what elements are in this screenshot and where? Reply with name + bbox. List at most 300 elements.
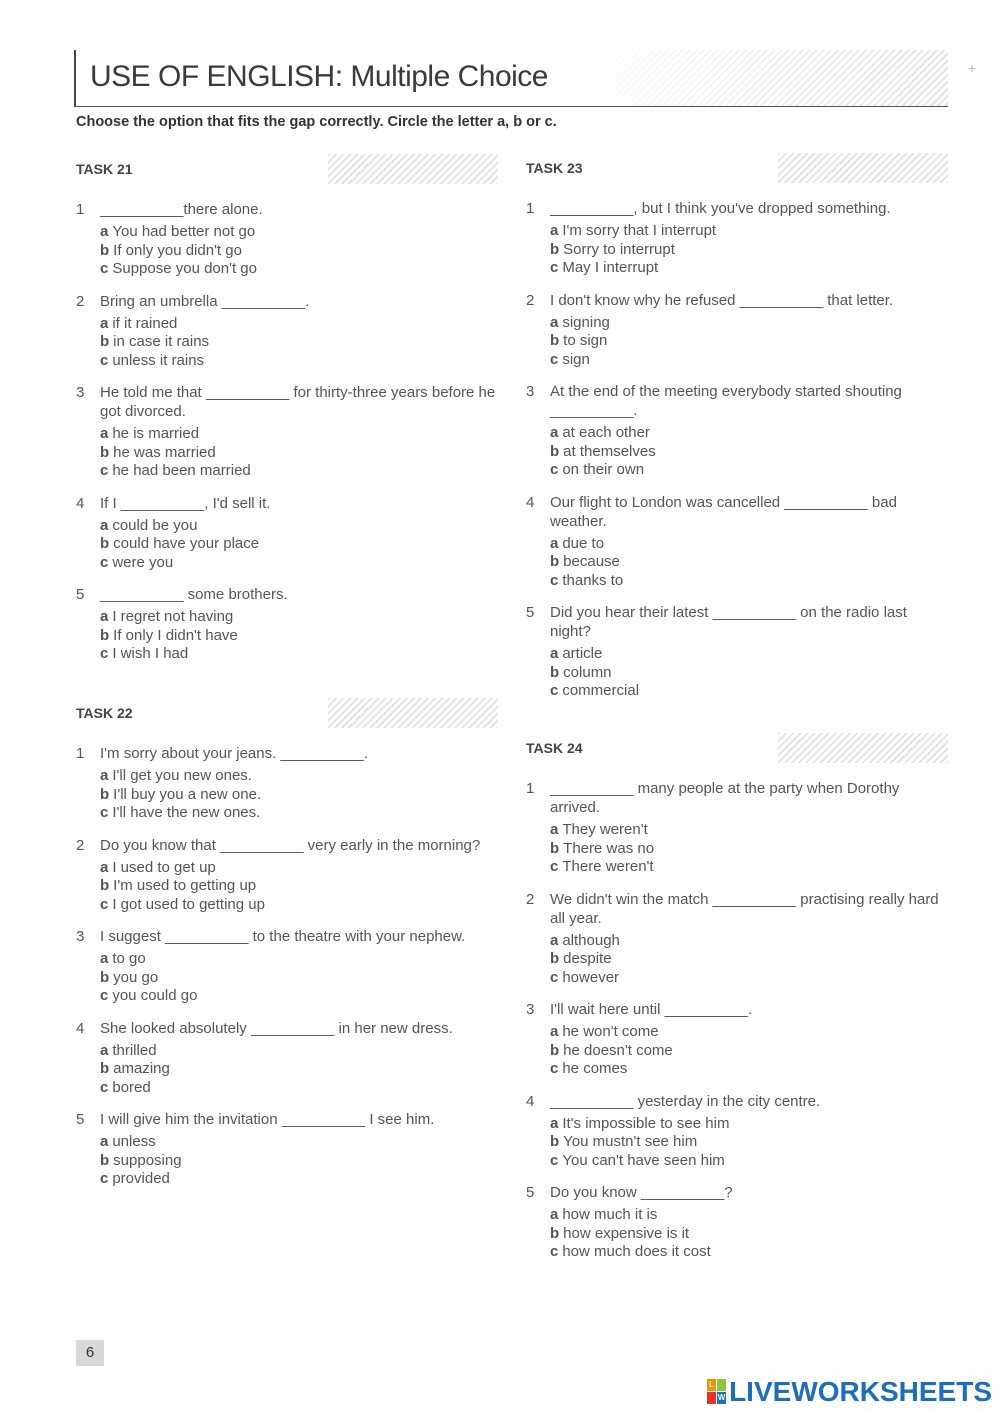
question-item xyxy=(76,200,498,279)
option-letter[interactable]: c xyxy=(100,1078,109,1096)
option-text: It's impossible to see him xyxy=(562,1114,730,1132)
page-number: 6 xyxy=(76,1340,104,1366)
option-text: commercial xyxy=(562,682,640,699)
question-number: 4 xyxy=(76,1019,85,1037)
option-text: You had better not go xyxy=(112,223,256,240)
task-hatch-pattern xyxy=(328,698,498,728)
answer-options xyxy=(550,1115,948,1171)
task-header xyxy=(526,733,948,763)
question-item xyxy=(526,603,948,701)
answer-option[interactable] xyxy=(100,352,498,371)
question-line xyxy=(526,890,948,928)
question-item xyxy=(526,1000,948,1079)
option-text: I used to get up xyxy=(112,858,216,876)
option-text: at each other xyxy=(562,424,650,441)
question-item xyxy=(526,493,948,591)
task-24 xyxy=(526,733,948,1275)
option-letter[interactable]: b xyxy=(100,877,110,894)
page-title: USE OF ENGLISH: Multiple Choice xyxy=(90,60,548,93)
option-letter[interactable]: c xyxy=(550,858,559,875)
option-text: supposing xyxy=(113,1151,182,1169)
question-line xyxy=(76,1110,498,1129)
option-text: to sign xyxy=(563,332,608,349)
question-line xyxy=(526,199,948,218)
option-letter[interactable]: c xyxy=(100,462,109,479)
answer-option[interactable] xyxy=(550,443,948,462)
question-item xyxy=(76,927,498,1006)
question-item xyxy=(76,744,498,823)
question-line xyxy=(76,292,498,311)
option-letter[interactable]: a xyxy=(550,931,559,949)
question-line xyxy=(76,927,498,946)
answer-option[interactable] xyxy=(100,315,498,334)
question-text: __________ yesterday in the city centre. xyxy=(550,1092,821,1110)
question-line xyxy=(76,744,498,763)
answer-options xyxy=(100,859,498,915)
question-list xyxy=(76,744,498,1189)
task-hatch-pattern xyxy=(778,153,948,183)
task-23 xyxy=(526,153,948,714)
option-letter[interactable]: a xyxy=(100,314,109,332)
answer-option[interactable] xyxy=(100,767,498,786)
option-letter[interactable]: b xyxy=(100,785,110,803)
answer-option[interactable] xyxy=(550,461,948,480)
option-letter[interactable]: b xyxy=(550,839,560,857)
question-number: 1 xyxy=(76,745,85,762)
question-number: 2 xyxy=(526,890,535,908)
option-text: you could go xyxy=(112,987,198,1004)
option-text: You can't have seen him xyxy=(562,1151,725,1169)
option-text: on their own xyxy=(562,461,645,478)
question-item xyxy=(76,1019,498,1098)
option-text: thrilled xyxy=(112,1041,157,1059)
option-letter[interactable]: b xyxy=(550,950,560,967)
option-text: he is married xyxy=(112,425,200,442)
question-number: 5 xyxy=(526,1184,535,1201)
option-letter[interactable]: a xyxy=(100,1133,109,1150)
option-letter[interactable]: c xyxy=(100,1170,109,1187)
option-text: how much does it cost xyxy=(562,1243,711,1260)
question-text: We didn't win the match __________ practising really hard all year. xyxy=(550,890,939,927)
answer-option[interactable] xyxy=(550,664,948,683)
question-text: He told me that __________ for thirty-three years before he got divorced. xyxy=(100,384,496,420)
answer-option[interactable] xyxy=(100,969,498,988)
question-number: 5 xyxy=(76,586,85,603)
question-item xyxy=(526,382,948,480)
task-22 xyxy=(76,698,498,1202)
option-letter[interactable]: a xyxy=(550,1206,559,1223)
option-text: I'll buy you a new one. xyxy=(113,785,262,803)
answer-option[interactable] xyxy=(100,1152,498,1171)
logo-icon-letter: L xyxy=(707,1379,716,1391)
task-header xyxy=(76,154,498,184)
question-number: 3 xyxy=(526,1001,535,1018)
task-title: TASK 24 xyxy=(526,740,583,756)
question-line xyxy=(526,382,948,420)
option-letter[interactable]: b xyxy=(100,333,110,350)
option-text: at themselves xyxy=(563,442,656,460)
option-text: sign xyxy=(562,350,590,368)
option-text: thanks to xyxy=(562,571,624,589)
question-number: 4 xyxy=(526,1092,535,1110)
answer-options xyxy=(550,645,948,701)
option-text: They weren't xyxy=(562,821,648,838)
task-title: TASK 22 xyxy=(76,705,133,721)
option-letter[interactable]: b xyxy=(550,1224,560,1242)
answer-option[interactable] xyxy=(550,840,948,859)
option-letter[interactable]: c xyxy=(550,350,559,368)
option-text: If only I didn't have xyxy=(113,626,238,644)
option-text: because xyxy=(563,553,620,570)
option-text: how expensive is it xyxy=(563,1224,690,1242)
option-letter[interactable]: b xyxy=(550,663,560,681)
question-line xyxy=(526,603,948,641)
answer-option[interactable] xyxy=(550,1206,948,1225)
option-letter[interactable]: c xyxy=(550,571,559,589)
answer-option[interactable] xyxy=(100,1060,498,1079)
question-list xyxy=(526,199,948,701)
question-line xyxy=(76,383,498,421)
question-text: She looked absolutely __________ in her new dress. xyxy=(100,1019,453,1037)
question-line xyxy=(76,200,498,219)
option-letter[interactable]: a xyxy=(100,950,109,967)
answer-option[interactable] xyxy=(550,424,948,443)
liveworksheets-logo-text: LIVEWORKSHEETS xyxy=(729,1376,992,1407)
question-number: 5 xyxy=(76,1111,85,1128)
question-item xyxy=(526,890,948,988)
option-letter[interactable]: c xyxy=(550,968,559,986)
question-number: 3 xyxy=(76,384,85,401)
answer-options xyxy=(100,950,498,1006)
answer-option[interactable] xyxy=(550,932,948,951)
answer-option[interactable] xyxy=(550,572,948,591)
option-text: I regret not having xyxy=(112,608,234,625)
answer-option[interactable] xyxy=(100,260,498,279)
question-text: __________ some brothers. xyxy=(100,586,288,603)
logo-icon-letter: W xyxy=(717,1393,726,1402)
answer-option[interactable] xyxy=(100,462,498,481)
answer-option[interactable] xyxy=(550,950,948,969)
answer-option[interactable] xyxy=(550,858,948,877)
corner-mark: + xyxy=(968,60,977,76)
answer-option[interactable] xyxy=(550,535,948,554)
option-text: you go xyxy=(113,968,159,986)
option-text: if it rained xyxy=(112,314,178,332)
answer-option[interactable] xyxy=(550,1115,948,1134)
answer-options xyxy=(100,223,498,279)
answer-options xyxy=(100,767,498,823)
title-hatch-fade xyxy=(568,50,948,106)
question-item xyxy=(76,494,498,573)
option-text: he was married xyxy=(113,443,216,461)
question-item xyxy=(526,1092,948,1171)
answer-option[interactable] xyxy=(550,241,948,260)
question-line xyxy=(76,836,498,855)
option-letter[interactable]: c xyxy=(550,1060,559,1077)
question-item xyxy=(76,585,498,664)
question-number: 1 xyxy=(526,780,535,797)
question-item xyxy=(76,836,498,915)
option-text: I wish I had xyxy=(112,645,189,662)
answer-options xyxy=(550,1206,948,1262)
question-number: 1 xyxy=(76,201,85,218)
option-text: bored xyxy=(112,1078,151,1096)
option-letter[interactable]: b xyxy=(100,1060,110,1077)
answer-options xyxy=(100,315,498,371)
answer-options xyxy=(100,608,498,664)
option-text: he won't come xyxy=(562,1023,659,1040)
answer-options xyxy=(550,1023,948,1079)
answer-option[interactable] xyxy=(100,333,498,352)
answer-option[interactable] xyxy=(550,1133,948,1152)
option-text: If only you didn't go xyxy=(113,241,242,259)
answer-option[interactable] xyxy=(100,242,498,261)
option-letter[interactable]: a xyxy=(100,516,109,534)
option-letter[interactable]: b xyxy=(550,332,560,349)
question-text: __________ many people at the party when Dorothy arrived. xyxy=(550,780,900,816)
answer-options xyxy=(550,222,948,278)
logo-icon-block xyxy=(707,1392,716,1404)
option-letter[interactable]: b xyxy=(100,535,110,552)
question-line xyxy=(526,1092,948,1111)
answer-option[interactable] xyxy=(550,682,948,701)
option-text: unless it rains xyxy=(112,351,205,369)
question-number: 3 xyxy=(526,383,535,400)
answer-option[interactable] xyxy=(550,1243,948,1262)
answer-option[interactable] xyxy=(100,786,498,805)
question-text: Do you know that __________ very early in the morning? xyxy=(100,836,481,854)
answer-option[interactable] xyxy=(100,444,498,463)
task-hatch-pattern xyxy=(778,733,948,763)
option-text: could have your place xyxy=(113,535,260,552)
option-letter[interactable]: a xyxy=(550,1023,559,1040)
answer-option[interactable] xyxy=(100,859,498,878)
answer-option[interactable] xyxy=(550,332,948,351)
answer-option[interactable] xyxy=(100,804,498,823)
question-item xyxy=(76,1110,498,1189)
option-text: however xyxy=(562,968,620,986)
option-text: were you xyxy=(112,553,174,571)
option-letter[interactable]: b xyxy=(550,1041,560,1059)
option-letter[interactable]: b xyxy=(550,240,560,258)
option-letter[interactable]: a xyxy=(550,534,559,552)
option-letter[interactable]: a xyxy=(100,608,109,625)
option-letter[interactable]: c xyxy=(100,804,109,821)
option-text: amazing xyxy=(113,1060,170,1077)
question-text: I suggest __________ to the theatre with your nephew. xyxy=(100,928,466,945)
task-hatch-pattern xyxy=(328,154,498,184)
question-text: __________there alone. xyxy=(100,201,263,218)
option-letter[interactable]: a xyxy=(550,424,559,441)
answer-option[interactable] xyxy=(100,627,498,646)
question-number: 2 xyxy=(76,836,85,854)
question-line xyxy=(526,779,948,817)
answer-options xyxy=(100,1133,498,1189)
question-line xyxy=(76,1019,498,1038)
option-letter[interactable]: a xyxy=(550,222,559,239)
option-text: in case it rains xyxy=(113,333,210,350)
question-line xyxy=(526,291,948,310)
option-text: due to xyxy=(562,534,605,552)
option-letter[interactable]: a xyxy=(550,645,559,662)
question-text: If I __________, I'd sell it. xyxy=(100,494,271,512)
option-text: to go xyxy=(112,950,146,967)
option-letter[interactable]: a xyxy=(100,858,109,876)
answer-option[interactable] xyxy=(550,1152,948,1171)
question-text: I will give him the invitation __________ I see him. xyxy=(100,1111,435,1128)
question-text: __________, but I think you've dropped something. xyxy=(550,200,891,217)
answer-option[interactable] xyxy=(550,222,948,241)
answer-option[interactable] xyxy=(100,1133,498,1152)
option-text: You mustn't see him xyxy=(563,1133,698,1150)
answer-option[interactable] xyxy=(100,608,498,627)
question-line xyxy=(76,494,498,513)
task-21 xyxy=(76,154,498,677)
option-text: he doesn't come xyxy=(563,1041,673,1059)
answer-option[interactable] xyxy=(100,517,498,536)
answer-option[interactable] xyxy=(100,425,498,444)
option-letter[interactable]: c xyxy=(550,1151,559,1169)
option-text: May I interrupt xyxy=(562,259,659,276)
question-text: Bring an umbrella __________. xyxy=(100,292,310,310)
answer-options xyxy=(550,314,948,370)
question-line xyxy=(526,1000,948,1019)
answer-options xyxy=(100,517,498,573)
question-number: 1 xyxy=(526,200,535,217)
question-number: 2 xyxy=(526,291,535,309)
option-text: he had been married xyxy=(112,462,251,479)
option-letter[interactable]: c xyxy=(100,645,109,662)
answer-options xyxy=(550,424,948,480)
option-text: There weren't xyxy=(562,858,654,875)
question-text: I'm sorry about your jeans. __________. xyxy=(100,745,369,762)
question-number: 3 xyxy=(76,928,85,945)
option-letter[interactable]: c xyxy=(550,682,559,699)
option-letter[interactable]: c xyxy=(100,260,109,277)
option-letter[interactable]: c xyxy=(100,351,109,369)
option-text: I got used to getting up xyxy=(112,895,265,913)
option-letter[interactable]: c xyxy=(100,895,109,913)
answer-options xyxy=(100,425,498,481)
logo-icon-block xyxy=(717,1379,726,1391)
option-letter[interactable]: b xyxy=(100,626,110,644)
question-number: 2 xyxy=(76,292,85,310)
answer-option[interactable] xyxy=(550,1042,948,1061)
option-letter[interactable]: b xyxy=(550,553,560,570)
answer-option[interactable] xyxy=(100,1170,498,1189)
question-line xyxy=(526,1183,948,1202)
answer-option[interactable] xyxy=(550,645,948,664)
question-text: Our flight to London was cancelled __________ bad weather. xyxy=(550,493,897,530)
option-letter[interactable]: b xyxy=(100,968,110,986)
option-letter[interactable]: c xyxy=(100,553,109,571)
option-letter[interactable]: a xyxy=(100,223,109,240)
answer-option[interactable] xyxy=(100,1079,498,1098)
option-text: column xyxy=(563,663,612,681)
answer-option[interactable] xyxy=(550,314,948,333)
question-text: I don't know why he refused __________ that letter. xyxy=(550,291,894,309)
question-text: At the end of the meeting everybody started shouting __________. xyxy=(550,383,902,419)
option-letter[interactable]: a xyxy=(550,821,559,838)
option-text: Sorry to interrupt xyxy=(563,240,675,258)
option-text: I'll get you new ones. xyxy=(112,767,252,784)
question-number: 5 xyxy=(526,604,535,621)
option-letter[interactable]: b xyxy=(100,1151,110,1169)
option-letter[interactable]: b xyxy=(550,1133,560,1150)
option-text: how much it is xyxy=(562,1206,658,1223)
answer-option[interactable] xyxy=(100,223,498,242)
option-letter[interactable]: a xyxy=(100,425,109,442)
title-bar xyxy=(74,50,948,107)
answer-option[interactable] xyxy=(100,645,498,664)
answer-option[interactable] xyxy=(100,554,498,573)
option-text: I'm sorry that I interrupt xyxy=(562,222,717,239)
answer-option[interactable] xyxy=(550,1060,948,1079)
answer-option[interactable] xyxy=(100,950,498,969)
question-item xyxy=(76,383,498,481)
option-letter[interactable]: a xyxy=(100,1041,109,1059)
answer-option[interactable] xyxy=(100,1042,498,1061)
task-header xyxy=(76,698,498,728)
answer-option[interactable] xyxy=(550,969,948,988)
option-text: article xyxy=(562,645,603,662)
option-text: he comes xyxy=(562,1060,628,1077)
option-text: I'm used to getting up xyxy=(113,877,257,894)
question-text: Do you know __________? xyxy=(550,1184,733,1201)
question-item xyxy=(526,779,948,877)
option-letter[interactable]: c xyxy=(550,1243,559,1260)
option-text: despite xyxy=(563,950,612,967)
question-number: 4 xyxy=(526,493,535,511)
answer-option[interactable] xyxy=(550,821,948,840)
option-letter[interactable]: a xyxy=(550,313,559,331)
option-letter[interactable]: a xyxy=(100,767,109,784)
option-letter[interactable]: b xyxy=(100,443,110,461)
option-text: signing xyxy=(562,313,610,331)
answer-option[interactable] xyxy=(550,1225,948,1244)
instructions: Choose the option that fits the gap correctly. Circle the letter a, b or c. xyxy=(76,114,557,130)
answer-options xyxy=(550,932,948,988)
option-letter[interactable]: b xyxy=(550,442,560,460)
answer-option[interactable] xyxy=(550,1023,948,1042)
answer-options xyxy=(100,1042,498,1098)
answer-option[interactable] xyxy=(100,535,498,554)
option-text: Suppose you don't go xyxy=(112,260,257,277)
task-title: TASK 23 xyxy=(526,160,583,176)
option-letter[interactable]: c xyxy=(550,461,559,478)
answer-option[interactable] xyxy=(100,877,498,896)
question-line xyxy=(76,585,498,604)
option-text: although xyxy=(562,931,620,949)
question-list xyxy=(526,779,948,1262)
answer-option[interactable] xyxy=(550,351,948,370)
task-title: TASK 21 xyxy=(76,161,133,177)
option-letter[interactable]: c xyxy=(550,259,559,276)
answer-option[interactable] xyxy=(100,987,498,1006)
answer-option[interactable] xyxy=(100,896,498,915)
answer-options xyxy=(550,535,948,591)
option-letter[interactable]: b xyxy=(100,241,110,259)
answer-option[interactable] xyxy=(550,553,948,572)
watermark xyxy=(707,1376,992,1408)
option-letter[interactable]: c xyxy=(100,987,109,1004)
question-line xyxy=(526,493,948,531)
question-item xyxy=(76,292,498,371)
option-letter[interactable]: a xyxy=(550,1114,559,1132)
option-text: I'll have the new ones. xyxy=(112,804,261,821)
answer-option[interactable] xyxy=(550,259,948,278)
question-item xyxy=(526,1183,948,1262)
